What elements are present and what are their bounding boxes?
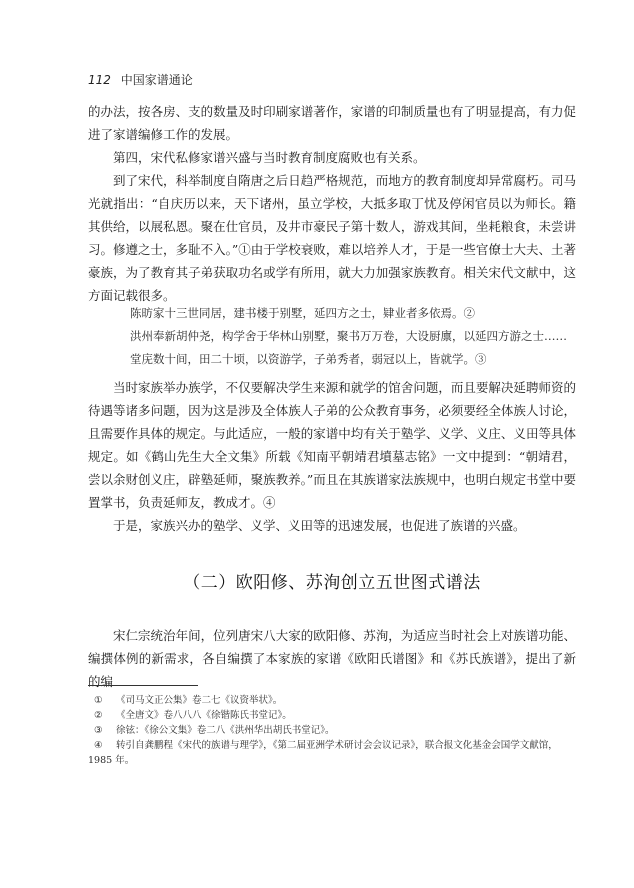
footnote-mark: ① — [94, 695, 103, 706]
body-section-top — [88, 100, 576, 307]
book-page — [88, 0, 576, 888]
running-header — [88, 71, 193, 88]
section-title: （二）欧阳修、苏洵创立五世图式谱法 — [183, 573, 481, 593]
footnote-text: 《司马文正公集》卷二七《议资举状》。 — [116, 695, 283, 706]
paragraph: 宋仁宗统治年间，位列唐宋八大家的欧阳修、苏洵，为适应当时社会上对族谱功能、编撰体例的新需求，各自编撰了本家族的家谱《欧阳氏谱图》和《苏氏族谱》，提出了新的编 — [88, 628, 576, 689]
block-quote — [130, 302, 576, 371]
footnote-mark: ④ — [94, 740, 103, 751]
body-section-mid — [88, 376, 576, 537]
paragraph: 到了宋代，科举制度自隋唐之后日趋严格规范，而地方的教育制度却异常腐朽。司马光就指出：“自庆历以来，天下诸州，虽立学校，大抵多取丁忧及停闲官员以为师长。籍其供给，以展私恩。聚在仕官员，及井市豪民子第十数人，游戏其间，坐耗粮食，未尝讲习。修遵之士，多耻不入。”①由于学校衰败，难以培养人才，于是一些官僚士大夫、土著豪族，为了教育其子弟获取功名或学有所用，就大力加强家族教育。相关宋代文献中，这方面记载很多。 — [88, 173, 576, 303]
footnote-text: 《全唐文》卷八八八《徐锴陈氏书堂记》。 — [116, 710, 292, 721]
quote-paragraph: 洪州奉新胡仲尧，构学舍于华林山别墅，聚书万万卷，大设厨廪，以延四方游之士……堂庑数十间，田二十顷，以资游学，子弟秀者，弱冠以上，皆就学。③ — [130, 329, 567, 366]
paragraph: 的办法，按各房、支的数量及时印刷家谱著作，家谱的印制质量也有了明显提高，有力促进了家谱编修工作的发展。 — [88, 104, 576, 142]
footnote-text: 转引自龚鹏程《宋代的族谱与理学》，《第二届亚洲学术研讨会会议记录》，联合报文化基金会国学文献馆，1985 年。 — [88, 740, 558, 766]
footnote-text: 徐铉：《徐公文集》卷二八《洪州华出胡氏书堂记》。 — [116, 725, 335, 736]
footnotes — [88, 693, 576, 768]
footnote — [88, 738, 576, 768]
footnote — [88, 723, 576, 738]
footnote-mark: ③ — [94, 725, 103, 736]
paragraph: 当时家族举办族学，不仅要解决学生来源和就学的馆舍问题，而且要解决延聘师资的待遇等诸多问题，因为这是涉及全体族人子弟的公众教育事务，必须要经全体族人讨论，且需要作具体的规定。与此适应，一般的家谱中均有关于塾学、义学、义庄、义田等具体规定。如《鹤山先生大全文集》所载《知南平朝靖君墳墓志铭》一文中提到：“朝靖君，尝以余财创义庄，辟塾延师，聚族教养。”而且在其族谱家法族规中，也明白规定书堂中要置掌书，负责延师友，教成才。④ — [88, 380, 576, 510]
page-number: 112 — [88, 73, 111, 87]
paragraph: 第四，宋代私修家谱兴盛与当时教育制度腐败也有关系。 — [113, 150, 426, 165]
body-section-bottom — [88, 624, 576, 693]
footnote-mark: ② — [94, 710, 103, 721]
paragraph: 于是，家族兴办的塾学、义学、义田等的迅速发展，也促进了族谱的兴盛。 — [113, 518, 526, 533]
footnote-divider — [88, 685, 198, 686]
book-title: 中国家谱通论 — [120, 73, 193, 87]
footnote — [88, 693, 576, 708]
quote-paragraph: 陈昉家十三世同居，建书楼于别墅，延四方之士，肄业者多依焉。② — [130, 306, 475, 320]
footnote — [88, 708, 576, 723]
